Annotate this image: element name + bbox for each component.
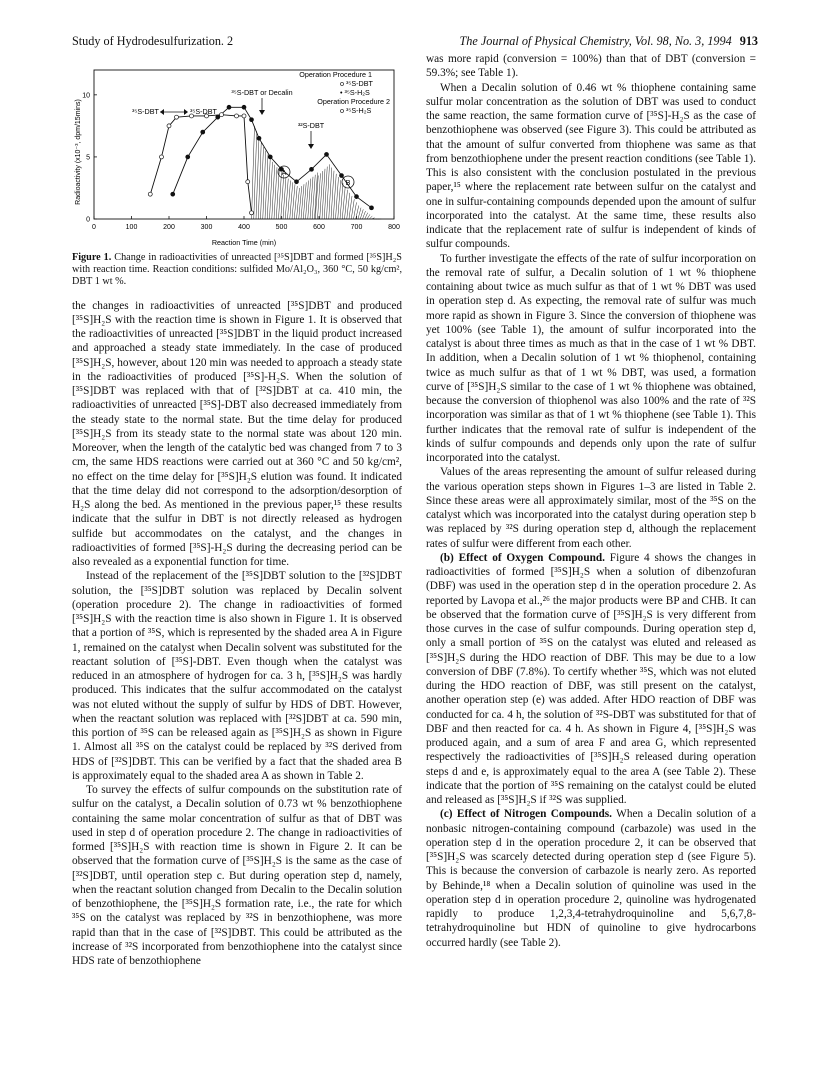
caption-label: Figure 1. [72,252,112,263]
x-tick-label: 100 [125,224,138,231]
journal-name: The Journal of Physical Chemistry, Vol. 98, No. 3, 1994 [459,34,732,48]
dbt-point [242,114,246,118]
section-b-text: Figure 4 shows the changes in radioactivities of formed [³⁵S]H₂S when a solution of dibenzofuran (DBF) was used in the operation step d in the operation procedure 2. As reported by Lavopa et al.,²⁶ the major products were BP and CHB. It can be observed that the formation curve of [³⁵S]H₂S is very different from those curves in the case of sulfur compounds. During operation step d, only a small portion of ³⁵S on the catalyst was eluted and released as [³⁵S]H₂S during the HDO reaction of DBF. This may be due to a low conversion of DBF (7.8%). To certify whether ³⁵S, which was not eluted during the HDO reaction of DBF, was still present on the catalyst, another operation step (e) was added. After HDO reaction of DBF was conducted for ca. 4 h, the solution of ³²S-DBT was substituted for that of DBF and then reacted for ca. 4 h. As shown in Figure 4, [³⁵S]H₂S was produced again, and a sum of area F and area G, which represented respectively the radioactivities of [³⁵S]H₂S released during operation steps d and e, is approximately equal to the area A (see Table 2). These indicate that the portion of ³⁵S remaining on the catalyst could be eluted and released as [³⁵S]H₂S if ³²S was supplied. [426,551,757,806]
dbt-point [235,114,239,118]
h2s-point [325,152,329,156]
x-tick-label: 500 [275,224,288,231]
legend-dbt: o ³⁵S-DBT [340,79,373,88]
right-paragraph-4: Values of the areas representing the amount of sulfur released during the various operation steps shown in Figures 1–3 are listed in Table 2. Since these areas were all approximately similar, most of the ³⁵S on the catalyst which was incorporated into the catalyst during operation step b was replaced by ³²S during operation step d, although the replacement rates of sulfur were different from each other. [426,466,756,550]
h2s-point [227,105,231,109]
shaded-area-b [315,164,381,219]
y-axis-label: Radioactivity (x10⁻³, dpm/15mins) [75,99,82,205]
annotation-s32dbt: ³²S-DBT [297,121,325,130]
h2s-point [310,167,314,171]
x-tick-label: 200 [163,224,175,231]
h2s-point [295,180,299,184]
y-tick-label: 10 [82,92,90,100]
dbt-point [175,115,179,119]
y-tick-label: 5 [86,154,90,162]
section-c-heading: (c) Effect of Nitrogen Compounds. [440,808,612,821]
x-tick-label: 800 [388,224,400,231]
area-a-label: A [281,168,287,177]
right-column [426,52,756,950]
hatch-line-b [360,209,363,219]
annotation-s35dbt-mid: ³⁵S-DBT [190,107,217,116]
dbt-point [167,124,171,128]
h2s-point [186,155,190,159]
hatch-line-b [363,211,366,219]
page-number: 913 [739,34,758,48]
h2s-point [340,174,344,178]
legend-h2s: • ³⁵S-H₂S [340,88,370,97]
annotation-dbt-or-decalin: ³⁵S-DBT or Decalin [231,88,293,97]
h2s-point [201,130,205,134]
h2s-point [268,155,272,159]
data-points [148,105,373,215]
annotation-s35dbt-left: ³⁵S-DBT [132,107,159,116]
h2s-point [171,192,175,196]
hatch-line-b [367,214,370,219]
hatch-line-b [351,199,354,219]
x-tick-label: 0 [92,224,96,231]
page-header [72,34,758,50]
dbt-point [148,192,152,196]
h2s-point [370,206,374,210]
figure-1-caption [72,252,402,289]
legend-h2s-2: o ³⁵S-H₂S [340,106,372,115]
caption-text: Change in radioactivities of unreacted [³⁵S]DBT and formed [³⁵S]H₂S with reaction time. Reaction conditions: sulfided Mo/Al₂O₃, 360 °C, 50 kg/cm², DBT 1 wt %. [72,252,402,288]
left-paragraph-1: the changes in radioactivities of unreacted [³⁵S]DBT and produced [³⁵S]H₂S with the reaction time is shown in Figure 1. It is observed that the radioactivities of unreacted [³⁵S]DBT in the liquid product increased and approached a steady state immediately. In the case of produced [³⁵S]H₂S, however, about 120 min was needed to approach a steady state in the radioactivities of produced [³⁵S]-H₂S. When the solution of [³⁵S]DBT was replaced with that of [³²S]DBT at ca. 410 min, the radioactivities of unreacted [³⁵S]-DBT also decreased immediately from the steady state to the normal state. But the time delay for produced [³⁵S]H₂S from its steady state to the normal state was about 120 min. Moreover, when the length of the catalytic bed was changed from 7 to 3 cm, the same HDS reactions were carried out at 360 °C and 50 kg/cm², no effect on the time delay for [³⁵S]H₂S elution was found. It indicated that the time delay did not correspond to the adsorption/desorption of H₂S along the bed. As mentioned in the previous paper,¹⁵ these results indicate that the sulfur in DBT is not directly released as hydrogen sulfide but accommodates on the catalyst, and the changes in radioactivities of formed [³⁵S]-H₂S during the decreasing period can be also revealed as a exponential function for time. [72,299,402,569]
dbt-point [246,180,250,184]
y-tick-label: 0 [86,216,90,224]
x-tick-label: 600 [313,224,325,231]
dbt-point [250,211,254,215]
area-b-label: B [345,178,351,187]
x-tick-label: 300 [200,224,213,231]
left-paragraph-3: To survey the effects of sulfur compounds on the substitution rate of sulfur on the catalyst, a Decalin solution of 0.73 wt % benzothiophene containing the same molar concentration of sulfur as that of DBT was used in step d of operation procedure 2. The change in radioactivities of formed [³⁵S]H₂S with reaction time is shown in Figure 2. It can be observed that the formation curve of [³⁵S]H₂S is the same as the case of [³²S]DBT, until operation step c. But during operation step d, namely, when the reactant solution changed from Decalin to the Decalin solution of benzothiophene, the [³⁵S]H₂S formation rate, i.e., the rate for which ³⁵S on the catalyst was replaced by ³²S in benzothiophene, was more rapid than that in the case of [³²S]DBT. This could be attributed as the increase of ³²S incorporated from benzothiophene into the catalyst since HDS rate of benzothiophene [72,784,402,968]
right-paragraph-3: To further investigate the effects of the rate of sulfur incorporation on the removal rate of sulfur, a Decalin solution of 1 wt % thiophene containing about twice as much sulfur as that of 1 wt % DBT was used in operation step d. As expecting, the removal rate of sulfur was much more rapid as shown in Figure 3. Since the conversion of thiophene was yet 100% (see Table 1), the amount of sulfur incorporated into the catalyst is about three times as much as that in the case of 1 wt % DBT. In addition, when a Decalin solution of 1 wt % thiophenol, containing twice as much sulfur as that of 1 wt % DBT, was used, a formation curve of [³⁵S]H₂S similar to the case of 1 wt % thiophene was obtained, because the conversion of thiophenol was also 100% and the rate of ³²S incorporation was similar as that of 1 wt % thiophene (see Table 1). This further indicates that the removal rate of sulfur is independent of the kinds of sulfur compounds and depends only upon the rate of sulfur incorporated into the catalyst. [426,252,756,464]
legend-op1: Operation Procedure 1 [299,70,372,79]
y-ticks [82,92,97,223]
curves [150,107,371,213]
legend-op2: Operation Procedure 2 [317,97,390,106]
section-b-heading: (b) Effect of Oxygen Compound. [440,551,606,564]
x-tick-label: 700 [350,224,363,231]
h2s-point [355,195,359,199]
h2s-point [242,105,246,109]
section-c-paragraph [426,807,756,950]
right-paragraph-1: was more rapid (conversion = 100%) than that of DBT (conversion = 59.3%; see Table 1). [426,53,756,80]
journal-citation [460,34,758,49]
figure-1-chart [72,64,402,250]
hatch-line-b [365,213,368,219]
section-c-text: When a Decalin solution of a nonbasic nitrogen-containing compound (carbazole) was used in the operation step d in the operation procedure 2, it can be observed that [³⁵S]H₂S was scarcely detected during operation step d (see Figure 5). This is because the conversion of carbazole is nearly zero. As reported by Behinde,¹⁸ when a Decalin solution of quinoline was used in the operation step d in operation procedure 2, quinoline was hydrogenated rapidly to produce 1,2,3,4-tetrahydroquinoline and 5,6,7,8-tetrahydroquinoline but HDN of quinoline to give hydrocarbons occurred hardly (see Table 2). [426,808,757,949]
section-b-paragraph [426,551,756,808]
h2s-point [257,136,261,140]
dbt-point [220,113,224,117]
running-title: Study of Hydrodesulfurization. 2 [72,34,234,48]
h2s-point [250,118,254,122]
figure-1 [72,64,402,250]
dbt-curve [150,115,251,213]
dbt-point [160,155,164,159]
x-axis-label: Reaction Time (min) [211,238,277,247]
x-tick-label: 400 [238,224,250,231]
left-paragraph-2: Instead of the replacement of the [³⁵S]DBT solution to the [³²S]DBT solution, the [³⁵S]DBT solution was replaced by Decalin solvent (operation procedure 2). The change in radioactivities of formed [³⁵S]H₂S with the reaction time is also shown in Figure 1. It is observed that a portion of ³⁵S, which is represented by the shaded area A in Figure 1, remained on the catalyst when Decalin solvent was substituted for the reactant solution of [³⁵S]-DBT. Even though when the catalyst was reduced in an atmosphere of hydrogen for ca. 3 h, [³⁵S]H₂S was hardly produced. This indicates that the sulfur accommodated on the catalyst was not eluted without the supply of sulfur by HDS of DBT. However, when the reactant solution was replaced with [³²S]DBT at ca. 590 min, this portion of ³⁵S can be released again as [³⁵S]H₂S as shown in Figure 1. Almost all ³⁵S on the catalyst could be replaced by ³²S derived from HDS of [³²S]DBT. This can be verified by a fact that the shaded area B is approximately equal to the shaded area A as shown in Table 2. [72,570,402,782]
hatch-line-b [354,202,357,219]
left-column [72,64,402,968]
right-paragraph-2: When a Decalin solution of 0.46 wt % thiophene containing same sulfur molar concentration as the solution of DBT was used to conduct the same reaction, the same formation curve of [³⁵S]-H₂S as the case of benzothiophene was observed (see Figure 3). This could be attributed as that the amount of sulfur converted from thiophene was same as that from benzothiophene under the present reaction conditions (see Table 1). This is also consistent with the conclusion postulated in the previous paper,¹⁵ where the replacement rate between sulfur on the catalyst and one in sulfur-containing compounds depended upon the amount of sulfur incorporated into the catalyst. At the same time, these results also indicate that the replacement rate of sulfur is independent of kinds of sulfur compounds. [426,81,756,251]
